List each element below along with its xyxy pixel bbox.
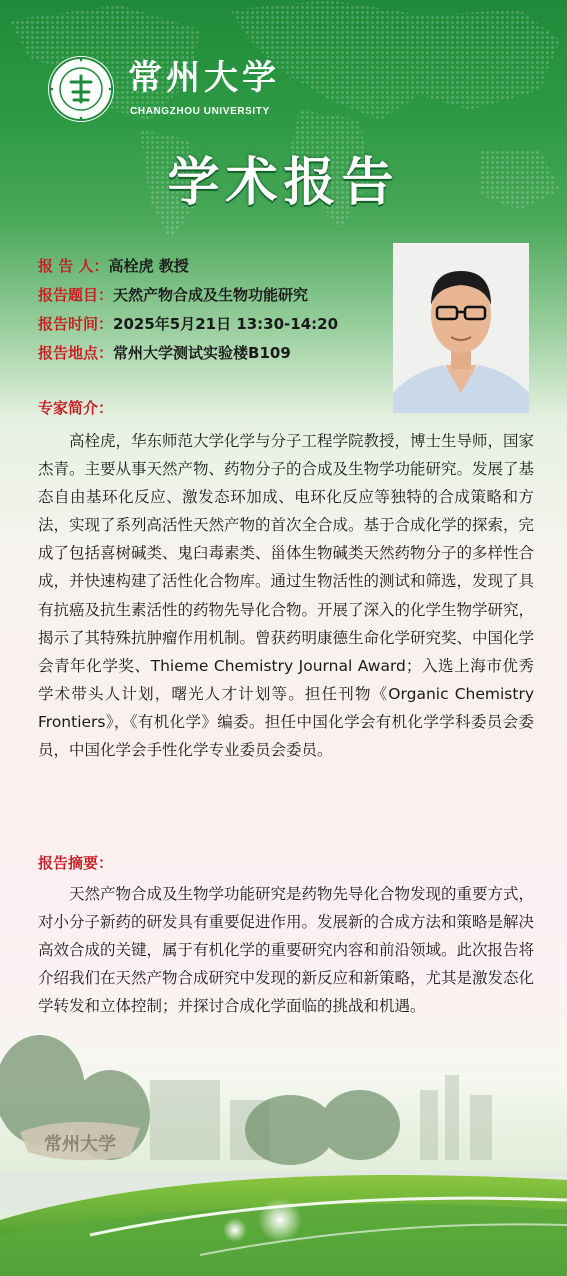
abstract-text xyxy=(38,880,534,1020)
poster-title: 学术报告 xyxy=(167,153,400,213)
topic-row xyxy=(38,281,388,310)
university-name-cn: 常州大学 xyxy=(128,58,280,98)
university-name-en: CHANGZHOU UNIVERSITY xyxy=(130,106,270,117)
time-label: 报告时间 xyxy=(38,315,99,333)
venue-label: 报告地点 xyxy=(38,344,99,362)
campus-inscription: 常州大学 xyxy=(44,1134,116,1155)
topic-label: 报告题目 xyxy=(38,286,99,304)
time-value: 2025年5月21日 13:30-14:20 xyxy=(113,315,339,333)
speaker-label: 报 告 人 xyxy=(38,257,94,275)
time-colon: ： xyxy=(98,315,114,333)
venue-colon: ： xyxy=(98,344,114,362)
topic-colon: ： xyxy=(98,286,114,304)
bio-paragraph: 高栓虎，华东师范大学化学与分子工程学院教授，博士生导师，国家杰青。主要从事天然产物、药物分子的合成及生物学功能研究。发展了基态自由基环化反应、激发态环加成、电环化反应等独特的合成策略和方法，实现了系列高活性天然产物的首次全合成。基于合成化学的探索，完成了包括喜树碱类、鬼臼毒素类、甾体生物碱类天然药物分子的多样性合成，并快速构建了活性化合物库。通过生物活性的测试和筛选，发现了具有抗癌及抗生素活性的药物先导化合物。开展了深入的化学生物学研究，揭示了其特殊抗肿瘤作用机制。曾获药明康德生命化学研究奖、中国化学会青年化学奖、Thieme Chemistry Journal Award；入选上海市优秀学术带头人计划，曙光人才计划等。担任刊物《Organic Chemistry Frontiers》，《有机化学》编委。担任中国化学会有机化学学科委员会委员，中国化学会手性化学专业委员会委员。 xyxy=(38,432,535,760)
speaker-photo xyxy=(393,243,529,413)
speaker-colon: ： xyxy=(93,257,109,275)
time-row xyxy=(38,310,388,339)
abstract-heading: 报告摘要： xyxy=(38,854,114,872)
venue-value: 常州大学测试实验楼B109 xyxy=(113,344,291,362)
bio-text xyxy=(38,427,534,764)
topic-value: 天然产物合成及生物功能研究 xyxy=(113,286,309,304)
campus-scenery xyxy=(0,1020,567,1276)
speaker-row xyxy=(38,252,388,281)
abstract-paragraph: 天然产物合成及生物学功能研究是药物先导化合物发现的重要方式，对小分子新药的研发具有重要促进作用。发展新的合成方法和策略是解决高效合成的关键，属于有机化学的重要研究内容和前沿领域。此次报告将介绍我们在天然产物合成研究中发现的新反应和新策略，尤其是激发态化学转发和立体控制；并探讨合成化学面临的挑战和机遇。 xyxy=(38,885,535,1016)
venue-row xyxy=(38,339,388,368)
university-logo xyxy=(46,54,116,124)
bio-heading: 专家简介： xyxy=(38,399,114,417)
report-info xyxy=(38,252,388,368)
speaker-value: 高栓虎 教授 xyxy=(108,257,189,275)
